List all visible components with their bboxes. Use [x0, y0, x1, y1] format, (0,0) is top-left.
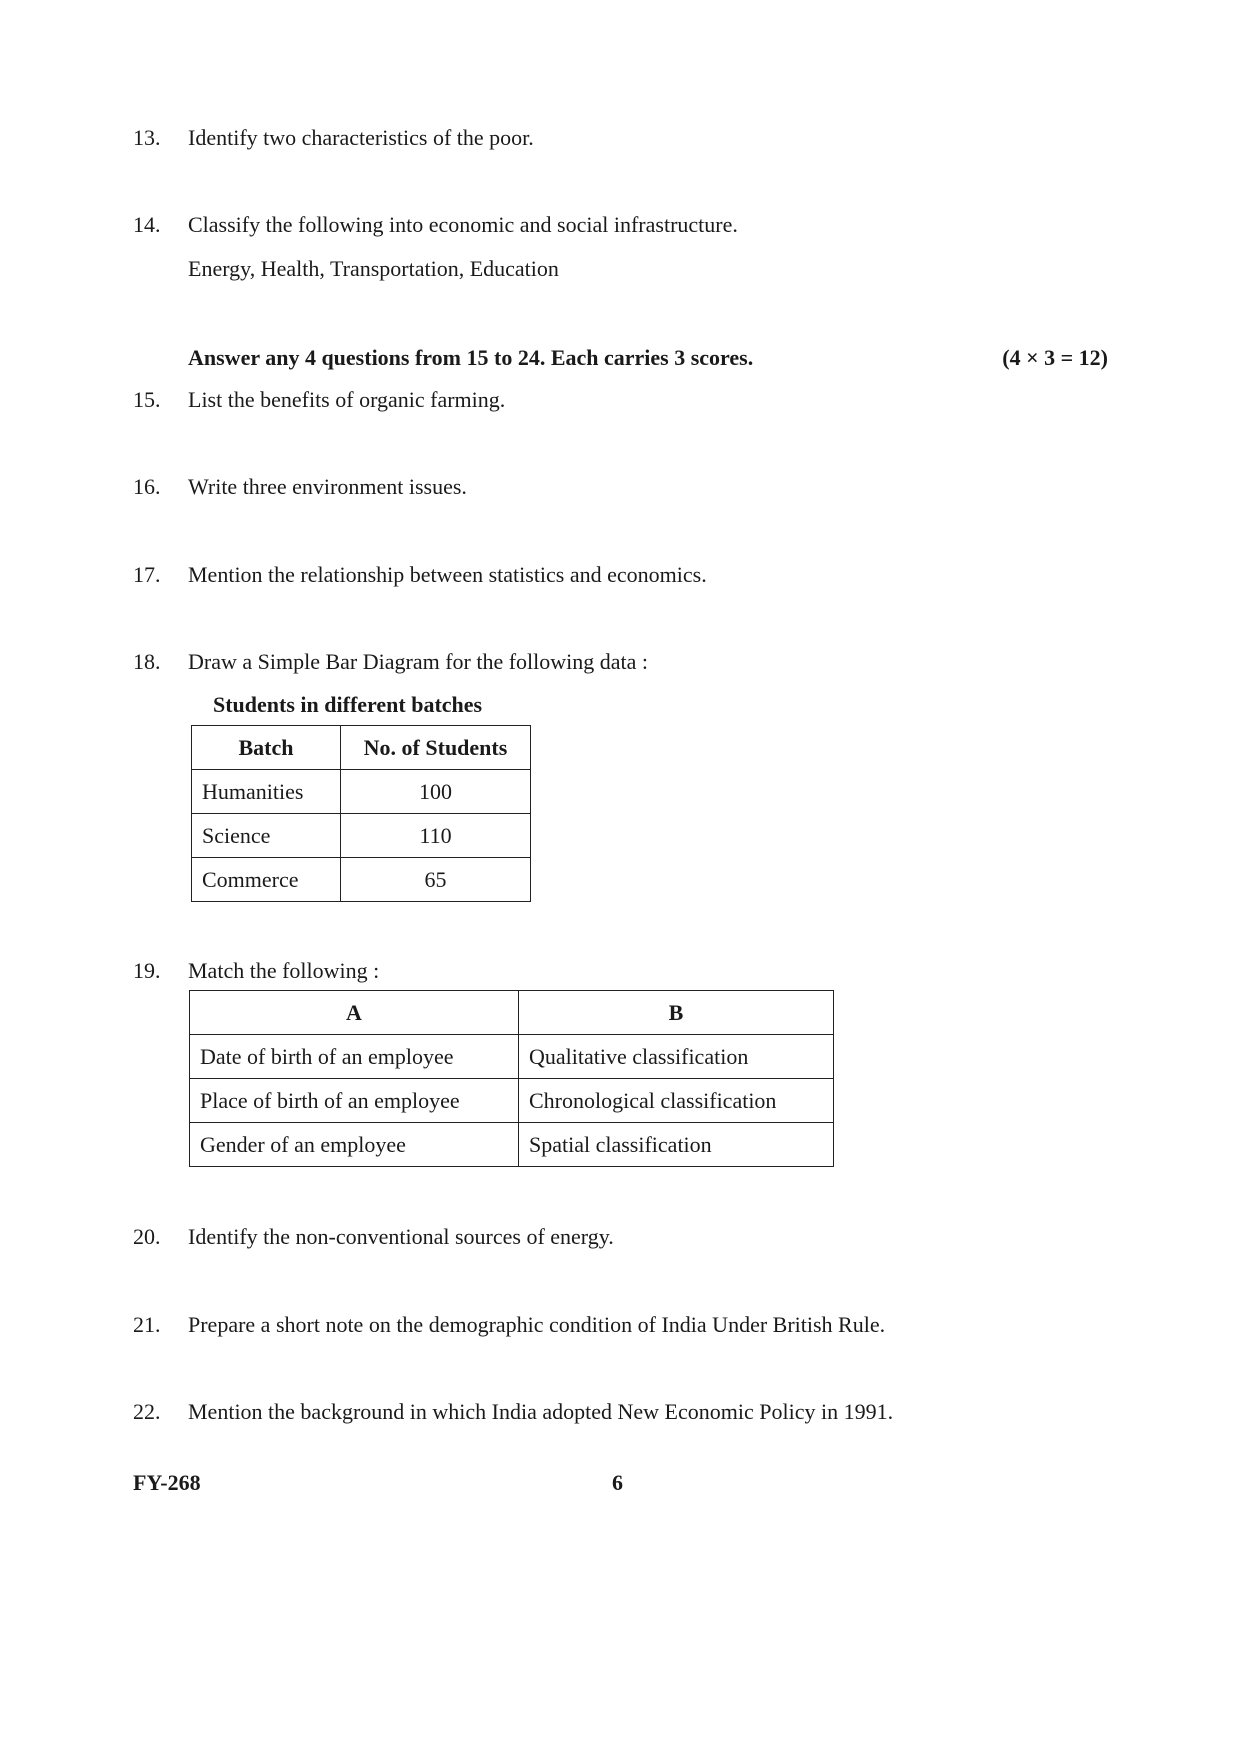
question-number: 16. — [133, 474, 161, 499]
question-text: Classify the following into economic and social infrastructure. — [188, 212, 738, 237]
question-number: 18. — [133, 649, 161, 674]
question-number: 14. — [133, 212, 161, 237]
table-row — [192, 770, 531, 814]
question-15 — [133, 386, 505, 414]
table-header-row — [190, 991, 834, 1035]
header-b: B — [519, 991, 834, 1035]
question-number: 22. — [133, 1399, 161, 1424]
batch-cell: Science — [192, 814, 341, 858]
column-b-cell: Chronological classification — [519, 1079, 834, 1123]
table-row — [190, 1035, 834, 1079]
question-22 — [133, 1398, 893, 1426]
header-a: A — [190, 991, 519, 1035]
column-a-cell: Date of birth of an employee — [190, 1035, 519, 1079]
students-table — [191, 725, 531, 902]
question-text: Match the following : — [188, 958, 380, 983]
question-13 — [133, 124, 534, 152]
section-instruction — [188, 344, 1108, 372]
students-cell: 100 — [341, 770, 531, 814]
question-number: 17. — [133, 562, 161, 587]
table-row — [192, 858, 531, 902]
question-text: Write three environment issues. — [188, 474, 467, 499]
question-17 — [133, 561, 707, 589]
column-a-cell: Place of birth of an employee — [190, 1079, 519, 1123]
section-marks: (4 × 3 = 12) — [1002, 345, 1108, 370]
instruction-text: Answer any 4 questions from 15 to 24. Each carries 3 scores. — [188, 345, 754, 370]
column-b-cell: Spatial classification — [519, 1123, 834, 1167]
question-number: 15. — [133, 387, 161, 412]
header-batch: Batch — [192, 726, 341, 770]
question-18 — [133, 648, 648, 676]
question-text: Identify the non-conventional sources of energy. — [188, 1224, 614, 1249]
question-14 — [133, 211, 738, 239]
match-table — [189, 990, 834, 1167]
question-20 — [133, 1223, 614, 1251]
question-number: 20. — [133, 1224, 161, 1249]
question-number: 19. — [133, 958, 161, 983]
page-number: 6 — [612, 1470, 623, 1495]
question-14-items: Energy, Health, Transportation, Education — [188, 256, 559, 281]
question-text: List the benefits of organic farming. — [188, 387, 506, 412]
question-text: Mention the relationship between statistics and economics. — [188, 562, 707, 587]
question-21 — [133, 1311, 885, 1339]
question-text: Mention the background in which India adopted New Economic Policy in 1991. — [188, 1399, 894, 1424]
column-a-cell: Gender of an employee — [190, 1123, 519, 1167]
table-title: Students in different batches — [213, 692, 483, 717]
table-header-row — [192, 726, 531, 770]
question-16 — [133, 473, 467, 501]
students-cell: 110 — [341, 814, 531, 858]
question-number: 13. — [133, 125, 161, 150]
question-text: Prepare a short note on the demographic condition of India Under British Rule. — [188, 1312, 886, 1337]
question-19 — [133, 957, 379, 985]
column-b-cell: Qualitative classification — [519, 1035, 834, 1079]
exam-code: FY-268 — [133, 1470, 201, 1495]
batch-cell: Humanities — [192, 770, 341, 814]
table-row — [190, 1123, 834, 1167]
question-number: 21. — [133, 1312, 161, 1337]
batch-cell: Commerce — [192, 858, 341, 902]
header-students: No. of Students — [341, 726, 531, 770]
question-text: Identify two characteristics of the poor. — [188, 125, 534, 150]
table-row — [192, 814, 531, 858]
students-cell: 65 — [341, 858, 531, 902]
table-row — [190, 1079, 834, 1123]
question-text: Draw a Simple Bar Diagram for the following data : — [188, 649, 649, 674]
